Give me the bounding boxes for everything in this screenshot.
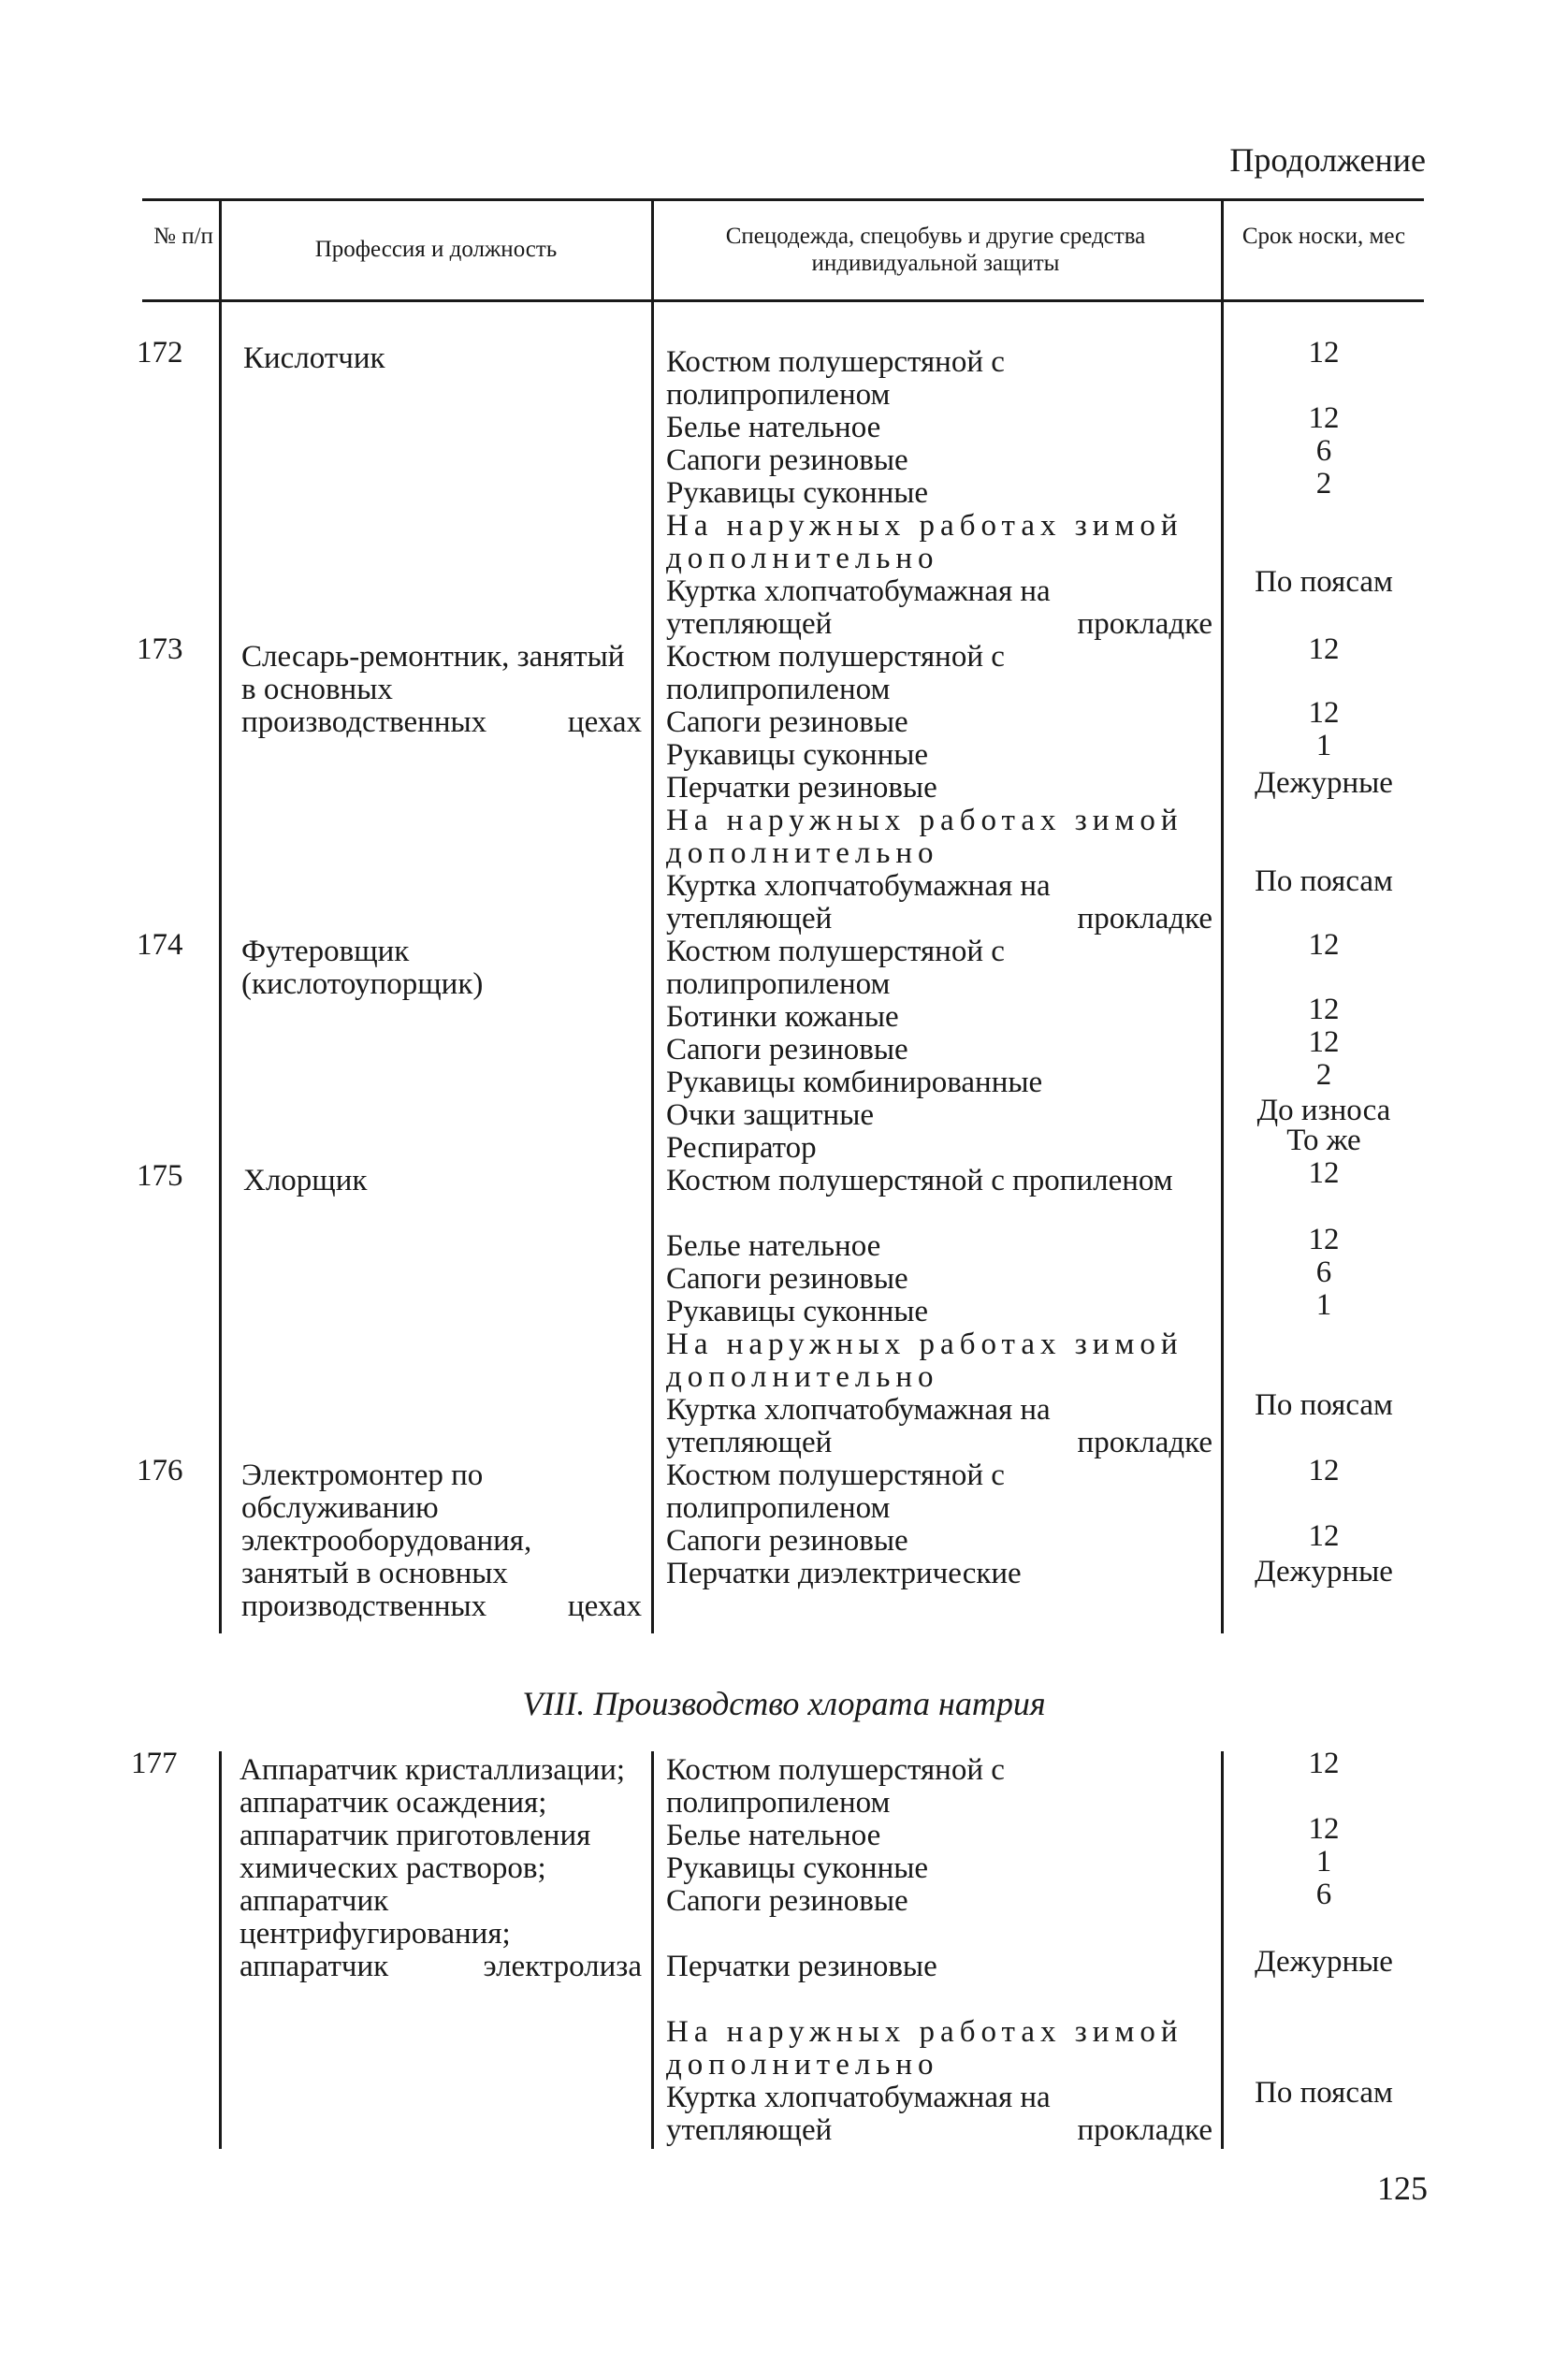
wear-term: 12 <box>1308 1812 1340 1846</box>
row-number: 175 <box>137 1159 183 1193</box>
gear-item: Рукавицы суконные <box>666 476 929 510</box>
gear-item: Перчатки резиновые <box>666 771 937 805</box>
wear-term: 6 <box>1315 1255 1332 1289</box>
wear-term: 12 <box>1308 928 1340 962</box>
wear-term: 12 <box>1308 401 1340 435</box>
row-number: 176 <box>137 1454 183 1487</box>
row-number: 177 <box>131 1747 178 1780</box>
wear-term: Дежурные <box>1255 766 1393 800</box>
wear-term: 12 <box>1308 632 1340 666</box>
gear-item: Сапоги резиновые <box>666 1262 908 1296</box>
gear-item: Рукавицы суконные <box>666 738 929 772</box>
gear-item: Куртка хлопчатобумажная на утепляющей прокладке <box>666 2081 1212 2147</box>
wear-term: 12 <box>1308 1454 1340 1487</box>
profession: Электромонтер по обслуживанию электрооборудования, занятый в основных производственных цехах <box>241 1458 642 1623</box>
wear-term: 12 <box>1308 1519 1340 1553</box>
gear-item: Рукавицы суконные <box>666 1295 929 1328</box>
wear-term: 6 <box>1315 434 1332 468</box>
row-number: 173 <box>137 632 183 666</box>
continuation-label: Продолжение <box>1229 141 1426 179</box>
gear-item: Сапоги резиновые <box>666 1524 908 1558</box>
row-number: 174 <box>137 928 183 962</box>
wear-term: То же <box>1286 1124 1361 1157</box>
winter-note: На наружных работах зимой дополнительно <box>666 2015 1183 2082</box>
wear-term: 1 <box>1315 1845 1332 1879</box>
winter-note: На наружных работах зимой дополнительно <box>666 1328 1183 1394</box>
gear-item: Костюм полушерстяной с полипропиленом <box>666 1458 1005 1525</box>
wear-term: До износа <box>1256 1094 1391 1127</box>
column-divider <box>651 1751 654 2149</box>
column-divider <box>219 200 222 1633</box>
profession: Футеровщик (кислотоупорщик) <box>241 935 484 1001</box>
wear-term: 1 <box>1315 1288 1332 1322</box>
wear-term: 6 <box>1315 1878 1332 1911</box>
gear-item: Перчатки резиновые <box>666 1950 937 1983</box>
page-number: 125 <box>1377 2169 1428 2207</box>
wear-term: 12 <box>1308 1025 1340 1059</box>
section-title: VIII. Производство хлората натрия <box>522 1685 1046 1722</box>
header-term: Срок носки, мес <box>1241 224 1406 249</box>
gear-item: Белье нательное <box>666 1229 881 1263</box>
gear-item: Куртка хлопчатобумажная на утепляющей прокладке <box>666 1393 1212 1459</box>
header-profession: Профессия и должность <box>314 237 558 262</box>
wear-term: 12 <box>1308 1747 1340 1780</box>
wear-term: 12 <box>1308 1223 1340 1256</box>
wear-term: 12 <box>1308 696 1340 730</box>
wear-term: 1 <box>1315 729 1332 762</box>
wear-term: Дежурные <box>1255 1555 1393 1589</box>
column-divider <box>219 1751 222 2149</box>
wear-term: 12 <box>1308 1156 1340 1190</box>
column-divider <box>651 200 654 1633</box>
wear-term: По поясам <box>1255 565 1393 599</box>
gear-item: Сапоги резиновые <box>666 1033 908 1066</box>
winter-note: На наружных работах зимой дополнительно <box>666 509 1183 575</box>
gear-item: Сапоги резиновые <box>666 705 908 739</box>
wear-term: По поясам <box>1255 864 1393 898</box>
gear-item: Перчатки диэлектрические <box>666 1557 1022 1590</box>
wear-term: Дежурные <box>1255 1945 1393 1979</box>
wear-term: По поясам <box>1255 1388 1393 1422</box>
wear-term: 12 <box>1308 336 1340 370</box>
gear-item: Сапоги резиновые <box>666 443 908 477</box>
header-number: № п/п <box>153 224 213 249</box>
gear-item: Ботинки кожаные <box>666 1000 899 1034</box>
profession: Слесарь-ремонтник, занятый в основных производственных цехах <box>241 640 642 739</box>
header-bottom-rule <box>142 299 1424 302</box>
profession: Кислотчик <box>243 341 385 375</box>
profession: Хлорщик <box>243 1164 368 1197</box>
row-number: 172 <box>137 336 183 370</box>
gear-item: Костюм полушерстяной с пропиленом <box>666 1164 1173 1197</box>
gear-item: Костюм полушерстяной с полипропиленом <box>666 640 1005 706</box>
gear-item: Рукавицы суконные <box>666 1851 929 1885</box>
wear-term: 2 <box>1315 1058 1332 1092</box>
gear-item: Костюм полушерстяной с полипропиленом <box>666 345 1005 412</box>
gear-item: Сапоги резиновые <box>666 1884 908 1918</box>
winter-note: На наружных работах зимой дополнительно <box>666 804 1183 870</box>
gear-item: Куртка хлопчатобумажная на утепляющей прокладке <box>666 869 1212 936</box>
wear-term: 12 <box>1308 993 1340 1026</box>
gear-item: Куртка хлопчатобумажная на утепляющей прокладке <box>666 574 1212 641</box>
gear-item: Белье нательное <box>666 411 881 444</box>
gear-item: Костюм полушерстяной с полипропиленом <box>666 935 1005 1001</box>
table-top-rule <box>142 198 1424 201</box>
gear-item: Рукавицы комбинированные <box>666 1066 1043 1099</box>
header-gear: Спецодежда, спецобувь и другие средства индивидуальной защиты <box>725 224 1146 276</box>
wear-term: 2 <box>1315 467 1332 501</box>
gear-item: Очки защитные <box>666 1098 875 1132</box>
wear-term: По поясам <box>1255 2076 1393 2110</box>
gear-item: Костюм полушерстяной с полипропиленом <box>666 1753 1005 1820</box>
gear-item: Респиратор <box>666 1131 817 1165</box>
gear-item: Белье нательное <box>666 1819 881 1852</box>
profession: Аппаратчик кристаллизации; аппаратчик осаждения; аппаратчик приготовления химических растворов; аппаратчик центрифугирования; аппаратчик электролиза <box>240 1753 642 1983</box>
